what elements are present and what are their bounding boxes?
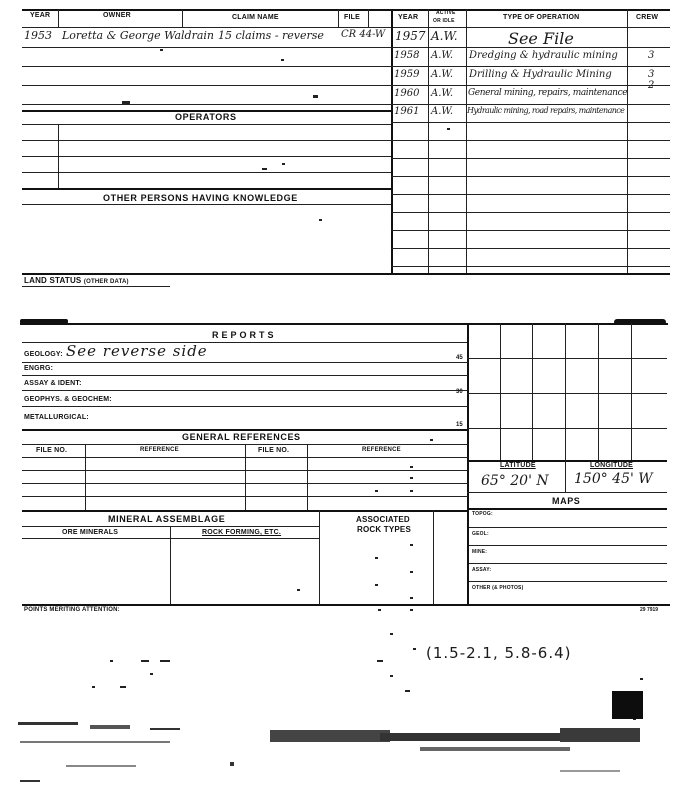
operation-status: A.W. <box>431 88 454 99</box>
operation-year: 1959 <box>394 69 420 80</box>
land-status-sub: (OTHER DATA) <box>83 279 129 285</box>
operation-type: Dredging & hydraulic mining <box>469 50 618 61</box>
reference-header: REFERENCE <box>362 447 401 453</box>
header-year: YEAR <box>30 12 51 19</box>
file-no-header: FILE NO. <box>258 447 290 454</box>
rock-forming-header: ROCK FORMING, ETC. <box>202 529 282 536</box>
engrg-label: ENGRG: <box>24 365 54 372</box>
other-persons-label: OTHER PERSONS HAVING KNOWLEDGE <box>103 193 298 203</box>
owner-row-claim-name: 15 claims - reverse <box>218 29 324 42</box>
points-meriting-attention-label: POINTS MERITING ATTENTION: <box>24 607 120 613</box>
operation-status: A.W. <box>431 69 454 80</box>
owner-row-year: 1953 <box>24 29 52 42</box>
geology-value: See reverse side <box>66 342 208 360</box>
longitude-label: LONGITUDE <box>590 462 634 469</box>
header-file: FILE <box>344 14 360 21</box>
operation-year: 1960 <box>394 88 420 99</box>
owner-row-file: CR 44-W <box>341 29 386 40</box>
header-claim-name: CLAIM NAME <box>232 14 279 21</box>
header-type-of-operation: TYPE OF OPERATION <box>503 14 580 21</box>
operation-type: Hydraulic mining, road repairs, maintenance <box>467 106 625 115</box>
mineral-assemblage-label: MINERAL ASSEMBLAGE <box>108 514 226 524</box>
operation-year: 1958 <box>394 50 420 61</box>
header-active-or-idle-2: OR IDLE <box>433 18 455 24</box>
geology-label: GEOLOGY: <box>24 351 63 358</box>
metallurgical-label: METALLURGICAL: <box>24 414 89 421</box>
land-status-text: LAND STATUS <box>24 276 82 285</box>
form-number: 29 7919 <box>640 607 659 613</box>
points-note: (1.5-2.1, 5.8-6.4) <box>426 644 572 662</box>
operation-type: See File <box>508 29 574 48</box>
operation-status: A.W. <box>431 106 454 117</box>
header-crew: CREW <box>636 14 659 21</box>
operation-crew: 2 <box>648 80 655 91</box>
ore-minerals-header: ORE MINERALS <box>62 529 119 536</box>
operation-type: Drilling & Hydraulic Mining <box>469 69 612 80</box>
header-year-ops: YEAR <box>398 14 419 21</box>
longitude-value: 150° 45' W <box>574 471 653 487</box>
operation-status: A.W. <box>431 29 458 43</box>
operation-type: General mining, repairs, maintenance <box>468 88 628 98</box>
scale-number: 15 <box>456 422 463 428</box>
maps-row-topog: TOPOG: <box>472 511 493 517</box>
header-active-or-idle-1: ACTIVE <box>436 10 456 16</box>
general-references-label: GENERAL REFERENCES <box>182 432 301 442</box>
latitude-label: LATITUDE <box>500 462 536 469</box>
land-status-label <box>24 276 129 285</box>
operation-crew: 3 <box>648 50 655 61</box>
header-owner: OWNER <box>103 12 131 19</box>
maps-row-geol: GEOL: <box>472 531 489 537</box>
reference-header: REFERENCE <box>140 447 179 453</box>
geophys-geochem-label: GEOPHYS. & GEOCHEM: <box>24 396 112 403</box>
operation-crew: 3 <box>648 69 655 80</box>
scale-number: 30 <box>456 389 463 395</box>
scale-number: 45 <box>456 355 463 361</box>
assay-ident-label: ASSAY & IDENT: <box>24 380 82 387</box>
maps-row-mine: MINE: <box>472 549 488 555</box>
file-no-header: FILE NO. <box>36 447 68 454</box>
latitude-value: 65° 20' N <box>481 473 549 489</box>
operation-status: A.W. <box>431 50 454 61</box>
operation-year: 1961 <box>394 106 420 117</box>
associated-label: ASSOCIATED <box>356 515 410 524</box>
owner-row-owner: Loretta & George Waldrain <box>62 29 214 42</box>
operation-year: 1957 <box>395 29 426 43</box>
maps-row-other: OTHER (& PHOTOS) <box>472 585 524 591</box>
reports-title: REPORTS <box>212 330 277 340</box>
maps-label: MAPS <box>552 496 581 506</box>
rock-types-label: ROCK TYPES <box>357 525 412 534</box>
maps-row-assay: ASSAY: <box>472 567 492 573</box>
operators-label: OPERATORS <box>175 112 237 122</box>
